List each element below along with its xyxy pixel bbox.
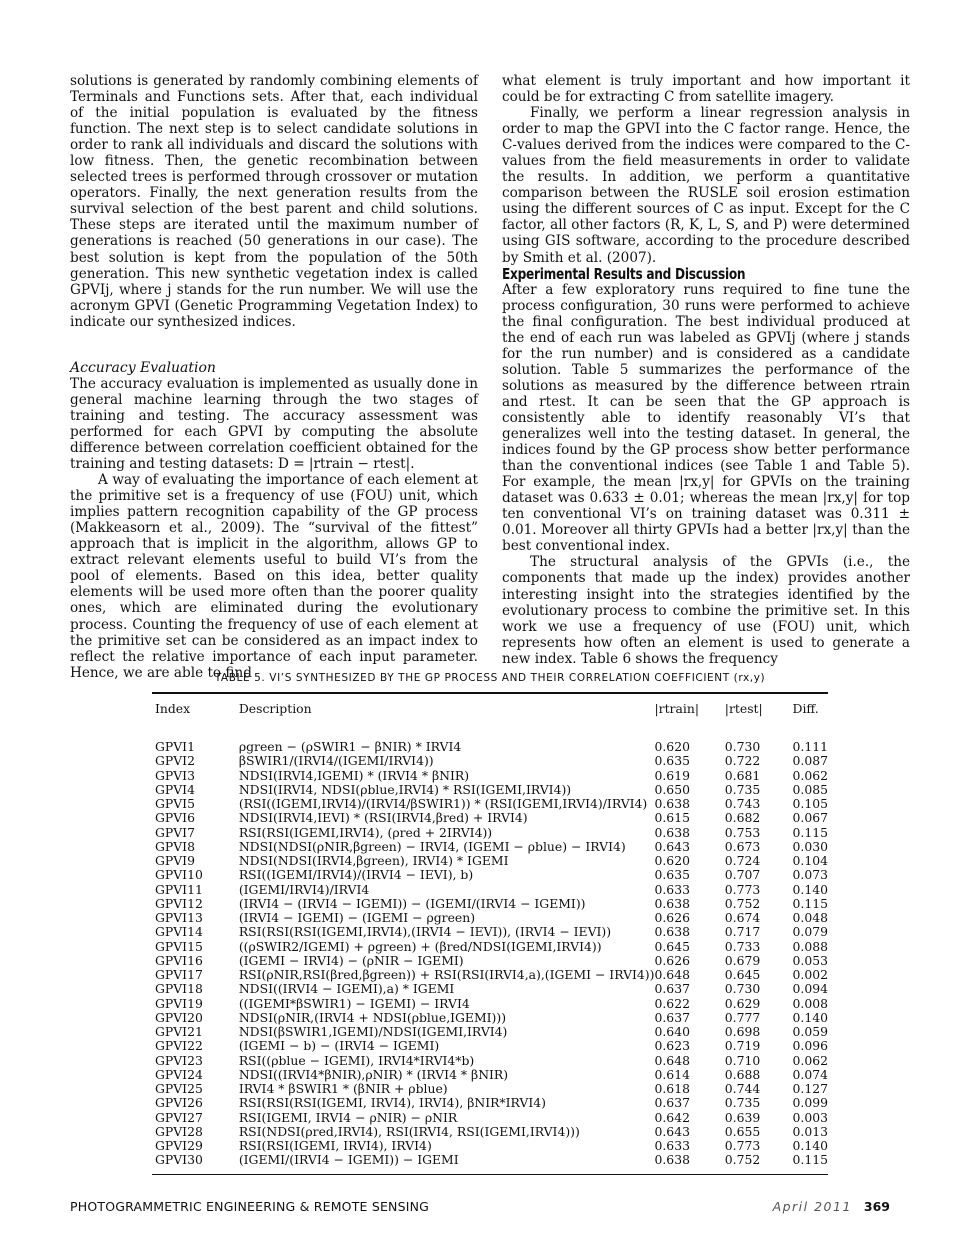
cell-description: (IGEMI/IRVI4)/IRVI4 xyxy=(238,881,370,897)
cell-diff: 0.053 xyxy=(792,952,828,968)
table-row xyxy=(152,1082,828,1096)
table-row xyxy=(152,997,828,1011)
cell-description: NDSI(IRVI4, NDSI(ρblue,IRVI4) * RSI(IGEMI,IRVI4)) xyxy=(238,781,572,797)
cell-description: (IRVI4 − (IRVI4 − IGEMI)) − (IGEMI/(IRVI4 − IGEMI)) xyxy=(238,895,586,911)
table-row xyxy=(152,783,828,797)
cell-diff: 0.115 xyxy=(792,1152,828,1168)
cell-rtrain: 0.620 xyxy=(654,853,690,868)
table-bottom-rule xyxy=(152,1174,828,1175)
cell-index: GPVI13 xyxy=(155,910,203,925)
cell-rtrain: 0.626 xyxy=(654,952,690,968)
cell-rtest: 0.655 xyxy=(724,1123,761,1139)
cell-rtest: 0.777 xyxy=(724,1009,761,1025)
left-paragraph-1: solutions is generated by randomly combining elements of Terminals and Functions sets. After that, each individual of the initial population is evaluated by the fitness function. The next step is to select candidate solutions in order to rank all individuals and discard the solutions with low fitness. Then, the genetic recombination between selected trees is performed through crossover or mutation operators. Finally, the next generation results from the survival selection of the best parent and child solutions. These steps are iterated until the maximum number of generations is reached (50 generations in our case). The best solution is kept from the population of the 50th generation. This new synthetic vegetation index is called GPVIj, where j stands for the run number. We will use the acronym GPVI (Genetic Programming Vegetation Index) to indicate our synthesized indices. xyxy=(70,73,478,330)
cell-index: GPVI30 xyxy=(155,1152,203,1168)
page-number: 369 xyxy=(863,1199,890,1214)
journal-name: PHOTOGRAMMETRIC ENGINEERING & REMOTE SENSING xyxy=(70,1199,430,1214)
cell-diff: 0.127 xyxy=(792,1081,828,1096)
cell-rtest: 0.645 xyxy=(724,967,761,982)
left-paragraph-2: The accuracy evaluation is implemented as usually done in general machine learning through the two stages of training and testing. The accuracy assessment was performed for each GPVI by computing the absolute difference between correlation coefficient obtained for the training and testing datasets: D = |rtrain − rtest|. xyxy=(70,375,478,473)
cell-rtest: 0.724 xyxy=(724,853,761,868)
cell-diff: 0.008 xyxy=(792,995,828,1011)
issue-date: April 2011 xyxy=(772,1199,852,1214)
cell-diff: 0.104 xyxy=(792,853,828,868)
cell-index: GPVI4 xyxy=(155,781,195,797)
cell-diff: 0.111 xyxy=(792,739,828,754)
right-paragraph-3: After a few exploratory runs required to fine tune the process configuration, 30 runs were performed to achieve the final configuration. The best individual produced at the end of each run was labeled as GPVIj (where j stands for the run number) and is considered as a candidate solution. Table 5 summarizes the performance of the solutions as measured by the difference between rtrain and rtest. It can be seen that the GP approach is consistently able to identify reasonably VI’s that generalizes well into the testing dataset. In general, the indices found by the GP process show better performance than the conventional indices (see Table 1 and Table 5). For example, the mean |rx,y| for GPVIs on the training dataset was 0.633 ± 0.01; whereas the mean |rx,y| for top ten conventional VI’s on training dataset was 0.311 ± 0.01. Moreover all thirty GPVIs had a better |rx,y| than the best conventional index. xyxy=(502,281,910,555)
cell-index: GPVI1 xyxy=(155,739,195,754)
table-row xyxy=(152,1096,828,1110)
cell-description: (IGEMI − IRVI4) − (ρNIR − IGEMI) xyxy=(238,952,464,968)
table-row xyxy=(152,1153,828,1173)
cell-description: RSI(RSI(RSI(IGEMI, IRVI4), IRVI4), βNIR*IRVI4) xyxy=(238,1095,546,1111)
cell-description: ((IGEMI*βSWIR1) − IGEMI) − IRVI4 xyxy=(238,995,470,1011)
cell-index: GPVI8 xyxy=(155,838,195,854)
cell-index: GPVI22 xyxy=(155,1038,203,1054)
cell-diff: 0.096 xyxy=(792,1038,828,1054)
table-5 xyxy=(152,672,828,1175)
cell-rtrain: 0.633 xyxy=(654,881,690,897)
right-column xyxy=(502,73,910,667)
cell-index: GPVI25 xyxy=(155,1081,203,1096)
cell-index: GPVI27 xyxy=(155,1109,203,1125)
cell-index: GPVI20 xyxy=(155,1009,203,1025)
table-row xyxy=(152,811,828,825)
table-row xyxy=(152,982,828,996)
cell-description: (RSI((IGEMI,IRVI4)/(IRVI4/βSWIR1)) * (RSI(IGEMI,IRVI4)/IRVI4) xyxy=(238,796,648,811)
header-rtrain: |rtrain| xyxy=(654,701,699,716)
cell-rtest: 0.735 xyxy=(724,1095,761,1111)
cell-rtrain: 0.645 xyxy=(654,938,690,954)
cell-rtest: 0.730 xyxy=(724,739,761,754)
cell-rtrain: 0.638 xyxy=(654,796,690,811)
cell-rtrain: 0.650 xyxy=(654,781,690,797)
cell-rtest: 0.673 xyxy=(724,838,761,854)
table-row xyxy=(152,883,828,897)
table-row xyxy=(152,1068,828,1082)
cell-index: GPVI23 xyxy=(155,1052,203,1068)
cell-rtrain: 0.622 xyxy=(654,995,690,1011)
cell-diff: 0.085 xyxy=(792,781,828,797)
table-header-row xyxy=(152,694,828,726)
header-diff: Diff. xyxy=(792,701,819,716)
cell-rtest: 0.639 xyxy=(724,1109,761,1125)
cell-rtest: 0.730 xyxy=(724,981,761,997)
cell-diff: 0.073 xyxy=(792,867,828,883)
cell-description: RSI(RSI(IGEMI,IRVI4), (ρred + 2IRVI4)) xyxy=(238,824,493,840)
table-row xyxy=(152,1039,828,1053)
table-row xyxy=(152,1025,828,1039)
table-row xyxy=(152,925,828,939)
cell-diff: 0.094 xyxy=(792,981,828,997)
cell-diff: 0.074 xyxy=(792,1066,828,1082)
cell-rtest: 0.719 xyxy=(724,1038,761,1054)
cell-description: NDSI((IRVI4 − IGEMI),a) * IGEMI xyxy=(238,981,455,997)
cell-diff: 0.067 xyxy=(792,810,828,826)
table-row xyxy=(152,797,828,811)
cell-index: GPVI9 xyxy=(155,853,195,868)
cell-description: RSI(IGEMI, IRVI4 − ρNIR) − ρNIR xyxy=(238,1109,458,1125)
cell-diff: 0.140 xyxy=(792,881,828,897)
cell-index: GPVI5 xyxy=(155,796,195,811)
cell-rtest: 0.735 xyxy=(724,781,761,797)
cell-rtest: 0.688 xyxy=(724,1066,761,1082)
cell-diff: 0.002 xyxy=(792,967,828,982)
cell-rtest: 0.710 xyxy=(724,1052,761,1068)
table-row xyxy=(152,868,828,882)
cell-diff: 0.013 xyxy=(792,1123,828,1139)
cell-rtest: 0.773 xyxy=(724,1138,761,1153)
cell-index: GPVI14 xyxy=(155,924,203,940)
cell-rtrain: 0.614 xyxy=(654,1066,690,1082)
cell-rtrain: 0.648 xyxy=(654,1052,690,1068)
cell-rtrain: 0.637 xyxy=(654,981,690,997)
cell-index: GPVI15 xyxy=(155,938,203,954)
table-row xyxy=(152,1111,828,1125)
table-row xyxy=(152,826,828,840)
results-table xyxy=(152,694,828,1174)
cell-rtrain: 0.638 xyxy=(654,1152,690,1168)
cell-rtrain: 0.640 xyxy=(654,1024,690,1039)
cell-diff: 0.140 xyxy=(792,1009,828,1025)
cell-rtrain: 0.642 xyxy=(654,1109,690,1125)
cell-description: NDSI(IRVI4,IGEMI) * (IRVI4 * βNIR) xyxy=(238,767,470,783)
cell-rtest: 0.744 xyxy=(724,1081,761,1096)
cell-description: βSWIR1/(IRVI4/(IGEMI/IRVI4)) xyxy=(238,753,434,769)
cell-rtrain: 0.638 xyxy=(654,895,690,911)
table-row xyxy=(152,1139,828,1153)
table-row xyxy=(152,726,828,754)
cell-rtrain: 0.633 xyxy=(654,1138,690,1153)
cell-rtest: 0.681 xyxy=(724,767,761,783)
cell-index: GPVI21 xyxy=(155,1024,203,1039)
cell-rtest: 0.752 xyxy=(724,895,761,911)
left-paragraph-3: A way of evaluating the importance of each element at the primitive set is a frequency of use (FOU) unit, which implies pattern recognition capability of the GP process (Makkeasorn et al., 2009). The “survival of the fittest” approach that is implicit in the algorithm, allows GP to extract relevant elements useful to build VI’s from the pool of elements. Based on this idea, better quality elements will be used more often than the poorer quality ones, which are eliminated during the evolutionary process. Counting the frequency of use of each element at the primitive set can be considered as an impact index to reflect the relative importance of each input parameter. Hence, we are able to find xyxy=(70,472,478,681)
cell-diff: 0.062 xyxy=(792,767,828,783)
cell-rtrain: 0.619 xyxy=(654,767,690,783)
cell-diff: 0.087 xyxy=(792,753,828,769)
cell-rtrain: 0.638 xyxy=(654,824,690,840)
cell-rtrain: 0.643 xyxy=(654,1123,690,1139)
cell-rtrain: 0.643 xyxy=(654,838,690,854)
cell-rtest: 0.682 xyxy=(724,810,761,826)
cell-diff: 0.115 xyxy=(792,824,828,840)
cell-rtrain: 0.635 xyxy=(654,867,690,883)
table-row xyxy=(152,754,828,768)
header-index: Index xyxy=(155,701,191,716)
cell-diff: 0.062 xyxy=(792,1052,828,1068)
cell-index: GPVI11 xyxy=(155,881,203,897)
cell-index: GPVI18 xyxy=(155,981,203,997)
right-paragraph-2: Finally, we perform a linear regression analysis in order to map the GPVI into the C factor range. Hence, the C-values derived from the indices were compared to the C-values from the field measurements in order to validate the results. In addition, we perform a quantitative comparison between the RUSLE soil erosion estimation using the different sources of C as input. Except for the C factor, all other factors (R, K, L, S, and P) were determined using GIS software, according to the procedure described by Smith et al. (2007). xyxy=(502,105,910,266)
cell-description: NDSI(βSWIR1,IGEMI)/NDSI(IGEMI,IRVI4) xyxy=(238,1024,508,1039)
cell-index: GPVI6 xyxy=(155,810,195,826)
cell-rtest: 0.773 xyxy=(724,881,761,897)
table-row xyxy=(152,769,828,783)
cell-rtrain: 0.620 xyxy=(654,739,690,754)
table-caption: TABLE 5. VI’S SYNTHESIZED BY THE GP PROCESS AND THEIR CORRELATION COEFFICIENT (rx,y) xyxy=(214,672,766,684)
cell-rtest: 0.753 xyxy=(724,824,761,840)
cell-description: (IRVI4 − IGEMI) − (IGEMI − ρgreen) xyxy=(238,910,476,925)
cell-description: RSI(RSI(IGEMI, IRVI4), IRVI4) xyxy=(238,1138,432,1153)
cell-rtrain: 0.635 xyxy=(654,753,690,769)
section-title: Experimental Results and Discussion xyxy=(502,264,746,283)
cell-diff: 0.088 xyxy=(792,938,828,954)
cell-diff: 0.099 xyxy=(792,1095,828,1111)
subheading-accuracy-evaluation: Accuracy Evaluation xyxy=(70,359,216,376)
table-row xyxy=(152,1125,828,1139)
cell-rtrain: 0.623 xyxy=(654,1038,690,1054)
cell-rtrain: 0.637 xyxy=(654,1095,690,1111)
cell-rtest: 0.679 xyxy=(724,952,761,968)
cell-index: GPVI17 xyxy=(155,967,203,982)
table-row xyxy=(152,968,828,982)
cell-description: RSI((ρblue − IGEMI), IRVI4*IRVI4*b) xyxy=(238,1052,475,1068)
table-row xyxy=(152,954,828,968)
cell-diff: 0.048 xyxy=(792,910,828,925)
cell-index: GPVI24 xyxy=(155,1066,203,1082)
cell-description: (IGEMI/(IRVI4 − IGEMI)) − IGEMI xyxy=(238,1152,459,1168)
cell-index: GPVI16 xyxy=(155,952,203,968)
cell-diff: 0.059 xyxy=(792,1024,828,1039)
cell-rtrain: 0.648 xyxy=(654,967,690,982)
cell-index: GPVI28 xyxy=(155,1123,203,1139)
table-row xyxy=(152,1011,828,1025)
cell-index: GPVI29 xyxy=(155,1138,203,1153)
cell-description: RSI(RSI(RSI(IGEMI,IRVI4),(IRVI4 − IEVI)), (IRVI4 − IEVI)) xyxy=(238,924,612,940)
right-paragraph-4: The structural analysis of the GPVIs (i.e., the components that made up the index) provides another interesting insight into the strategies identified by the evolutionary process to combine the primitive set. In this work we use a frequency of use (FOU) unit, which represents how often an element is used to generate a new index. Table 6 shows the frequency xyxy=(502,554,910,667)
cell-rtrain: 0.638 xyxy=(654,924,690,940)
cell-rtrain: 0.626 xyxy=(654,910,690,925)
cell-index: GPVI12 xyxy=(155,895,203,911)
cell-description: NDSI(NDSI(IRVI4,βgreen), IRVI4) * IGEMI xyxy=(238,853,509,868)
cell-rtrain: 0.618 xyxy=(654,1081,690,1096)
header-description: Description xyxy=(238,701,312,716)
cell-description: IRVI4 * βSWIR1 * (βNIR + ρblue) xyxy=(238,1081,448,1096)
table-row xyxy=(152,911,828,925)
cell-rtest: 0.707 xyxy=(724,867,761,883)
cell-rtrain: 0.615 xyxy=(654,810,690,826)
cell-diff: 0.003 xyxy=(792,1109,828,1125)
cell-index: GPVI26 xyxy=(155,1095,203,1111)
cell-description: RSI(ρNIR,RSI(βred,βgreen)) + RSI(RSI(IRVI4,a),(IGEMI − IRVI4)) xyxy=(238,967,655,982)
cell-description: (IGEMI − b) − (IRVI4 − IGEMI) xyxy=(238,1038,440,1054)
right-paragraph-1: what element is truly important and how important it could be for extracting C from satellite imagery. xyxy=(502,73,910,106)
cell-description: ρgreen − (ρSWIR1 − βNIR) * IRVI4 xyxy=(238,739,462,754)
header-rtest: |rtest| xyxy=(724,701,763,716)
cell-rtest: 0.698 xyxy=(724,1024,761,1039)
cell-rtest: 0.722 xyxy=(724,753,761,769)
cell-index: GPVI2 xyxy=(155,753,195,769)
cell-description: RSI(NDSI(ρred,IRVI4), RSI(IRVI4, RSI(IGEMI,IRVI4))) xyxy=(238,1123,580,1139)
table-row xyxy=(152,854,828,868)
cell-diff: 0.079 xyxy=(792,924,828,940)
table-row xyxy=(152,1054,828,1068)
cell-index: GPVI10 xyxy=(155,867,203,883)
cell-rtrain: 0.637 xyxy=(654,1009,690,1025)
cell-description: NDSI((IRVI4*βNIR),ρNIR) * (IRVI4 * βNIR) xyxy=(238,1066,509,1082)
cell-rtest: 0.629 xyxy=(724,995,761,1011)
cell-rtest: 0.733 xyxy=(724,938,761,954)
table-row xyxy=(152,940,828,954)
cell-diff: 0.030 xyxy=(792,838,828,854)
cell-rtest: 0.752 xyxy=(724,1152,761,1168)
cell-diff: 0.140 xyxy=(792,1138,828,1153)
cell-index: GPVI19 xyxy=(155,995,203,1011)
cell-description: ((ρSWIR2/IGEMI) + ρgreen) + (βred/NDSI(IGEMI,IRVI4)) xyxy=(238,938,602,954)
cell-rtest: 0.717 xyxy=(724,924,761,940)
cell-description: NDSI(IRVI4,IEVI) * (RSI(IRVI4,βred) + IRVI4) xyxy=(238,810,528,826)
cell-description: NDSI(NDSI(ρNIR,βgreen) − IRVI4, (IGEMI − ρblue) − IRVI4) xyxy=(238,838,626,854)
cell-rtest: 0.674 xyxy=(724,910,761,925)
cell-index: GPVI7 xyxy=(155,824,195,840)
page-info xyxy=(773,1199,890,1214)
cell-rtest: 0.743 xyxy=(724,796,761,811)
cell-description: NDSI(ρNIR,(IRVI4 + NDSI(ρblue,IGEMI))) xyxy=(238,1009,507,1025)
table-row xyxy=(152,897,828,911)
cell-diff: 0.115 xyxy=(792,895,828,911)
left-column xyxy=(70,73,478,681)
cell-description: RSI((IGEMI/IRVI4)/(IRVI4 − IEVI), b) xyxy=(238,867,474,883)
table-row xyxy=(152,840,828,854)
cell-diff: 0.105 xyxy=(792,796,828,811)
cell-index: GPVI3 xyxy=(155,767,195,783)
